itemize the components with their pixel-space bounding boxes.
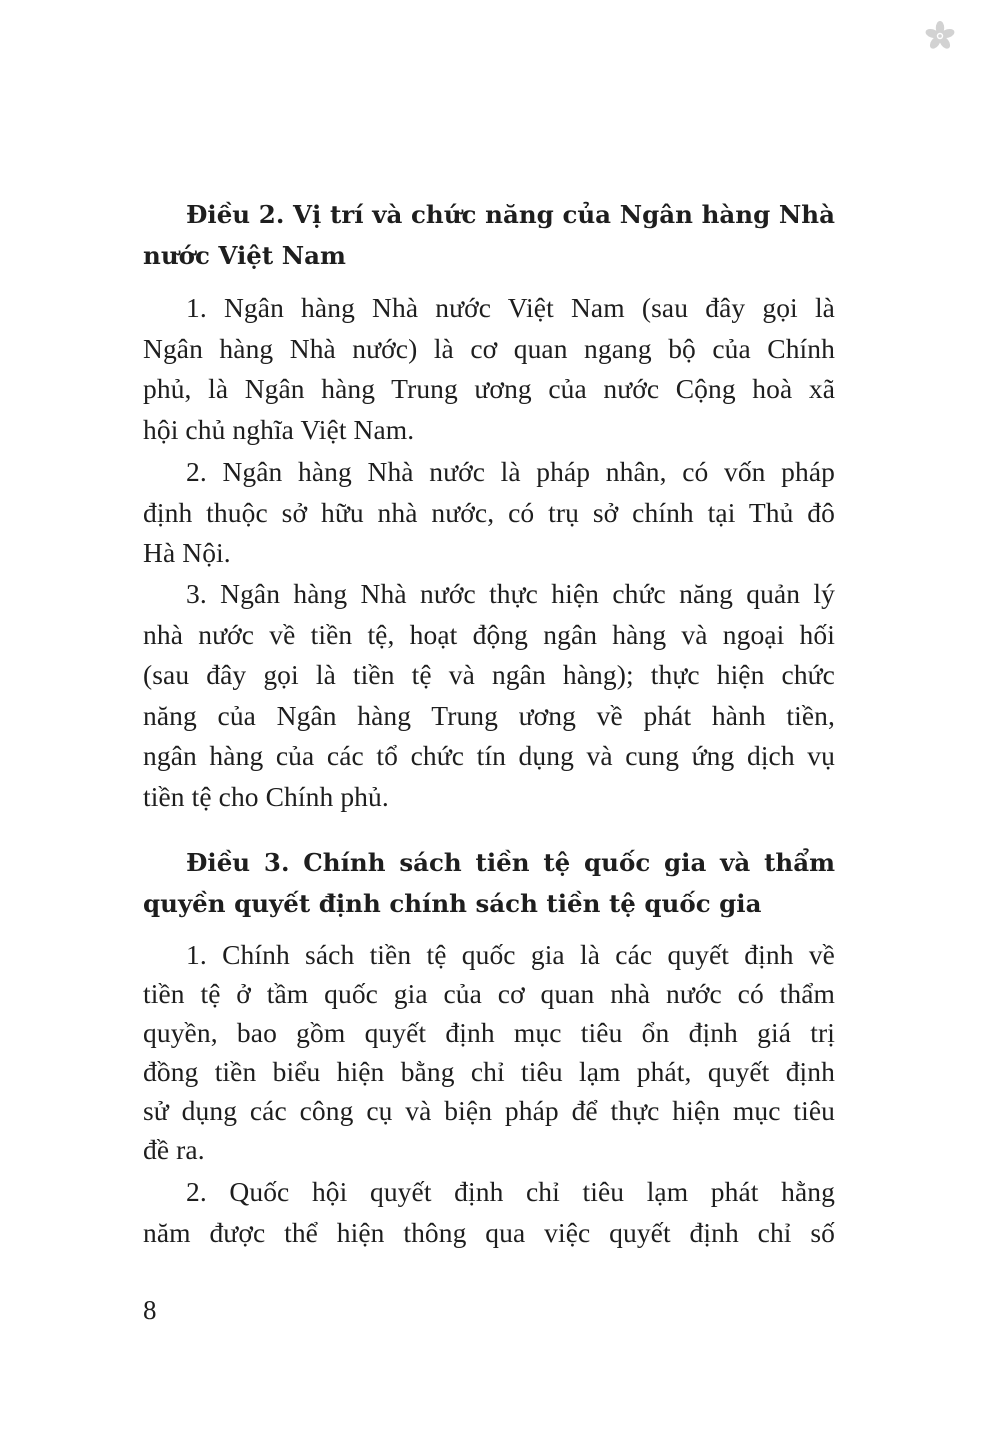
paragraph-line: tiền tệ cho Chính phủ. bbox=[143, 780, 389, 812]
paragraph-line: đề ra. bbox=[143, 1134, 205, 1165]
heading-line: Điều 2. Vị trí và chức năng của Ngân hàng Nhà bbox=[186, 200, 835, 229]
paragraph-line: 2. Quốc hội quyết định chỉ tiêu lạm phát hằng bbox=[186, 1176, 835, 1207]
paragraph-line: Ngân hàng Nhà nước) là cơ quan ngang bộ của Chính bbox=[143, 332, 835, 364]
paragraph-line: tiền tệ ở tầm quốc gia của cơ quan nhà nước có thẩm bbox=[143, 978, 835, 1009]
paragraph-line: quyền, bao gồm quyết định mục tiêu ổn định giá trị bbox=[143, 1017, 835, 1048]
paragraph-line: 2. Ngân hàng Nhà nước là pháp nhân, có vốn pháp bbox=[186, 456, 835, 487]
heading-line: quyền quyết định chính sách tiền tệ quốc gia bbox=[143, 888, 762, 918]
article-2-clause-1 bbox=[143, 288, 835, 450]
heading-line: nước Việt Nam bbox=[143, 240, 346, 270]
flower-logo-icon bbox=[924, 20, 956, 52]
paragraph-line: năm được thể hiện thông qua việc quyết định chỉ số bbox=[143, 1216, 835, 1248]
article-2-heading bbox=[143, 195, 835, 276]
paragraph-line: (sau đây gọi là tiền tệ và ngân hàng); thực hiện chức bbox=[143, 659, 835, 690]
article-3-clause-1 bbox=[143, 935, 835, 1169]
article-3-heading bbox=[143, 843, 835, 924]
article-2-clause-3 bbox=[143, 574, 835, 817]
paragraph-line: phủ, là Ngân hàng Trung ương của nước Cộng hoà xã bbox=[143, 373, 835, 404]
heading-line: Điều 3. Chính sách tiền tệ quốc gia và thẩm bbox=[186, 848, 835, 877]
paragraph-line: năng của Ngân hàng Trung ương về phát hành tiền, bbox=[143, 699, 835, 731]
paragraph-line: 1. Chính sách tiền tệ quốc gia là các quyết định về bbox=[186, 939, 835, 970]
paragraph-line: nhà nước về tiền tệ, hoạt động ngân hàng và ngoại hối bbox=[143, 618, 835, 650]
paragraph-line: hội chủ nghĩa Việt Nam. bbox=[143, 413, 415, 445]
paragraph-line: Hà Nội. bbox=[143, 537, 231, 568]
paragraph-line: 1. Ngân hàng Nhà nước Việt Nam (sau đây gọi là bbox=[186, 292, 835, 323]
paragraph-line: ngân hàng của các tổ chức tín dụng và cung ứng dịch vụ bbox=[143, 740, 835, 771]
paragraph-line: định thuộc sở hữu nhà nước, có trụ sở chính tại Thủ đô bbox=[143, 496, 835, 528]
article-2-clause-2 bbox=[143, 452, 835, 574]
paragraph-line: sử dụng các công cụ và biện pháp để thực hiện mục tiêu bbox=[143, 1095, 835, 1126]
article-3-clause-2 bbox=[143, 1172, 835, 1253]
paragraph-line: 3. Ngân hàng Nhà nước thực hiện chức năng quản lý bbox=[186, 578, 835, 609]
paragraph-line: đồng tiền biểu hiện bằng chỉ tiêu lạm phát, quyết định bbox=[143, 1056, 835, 1087]
page-number: 8 bbox=[143, 1295, 157, 1325]
